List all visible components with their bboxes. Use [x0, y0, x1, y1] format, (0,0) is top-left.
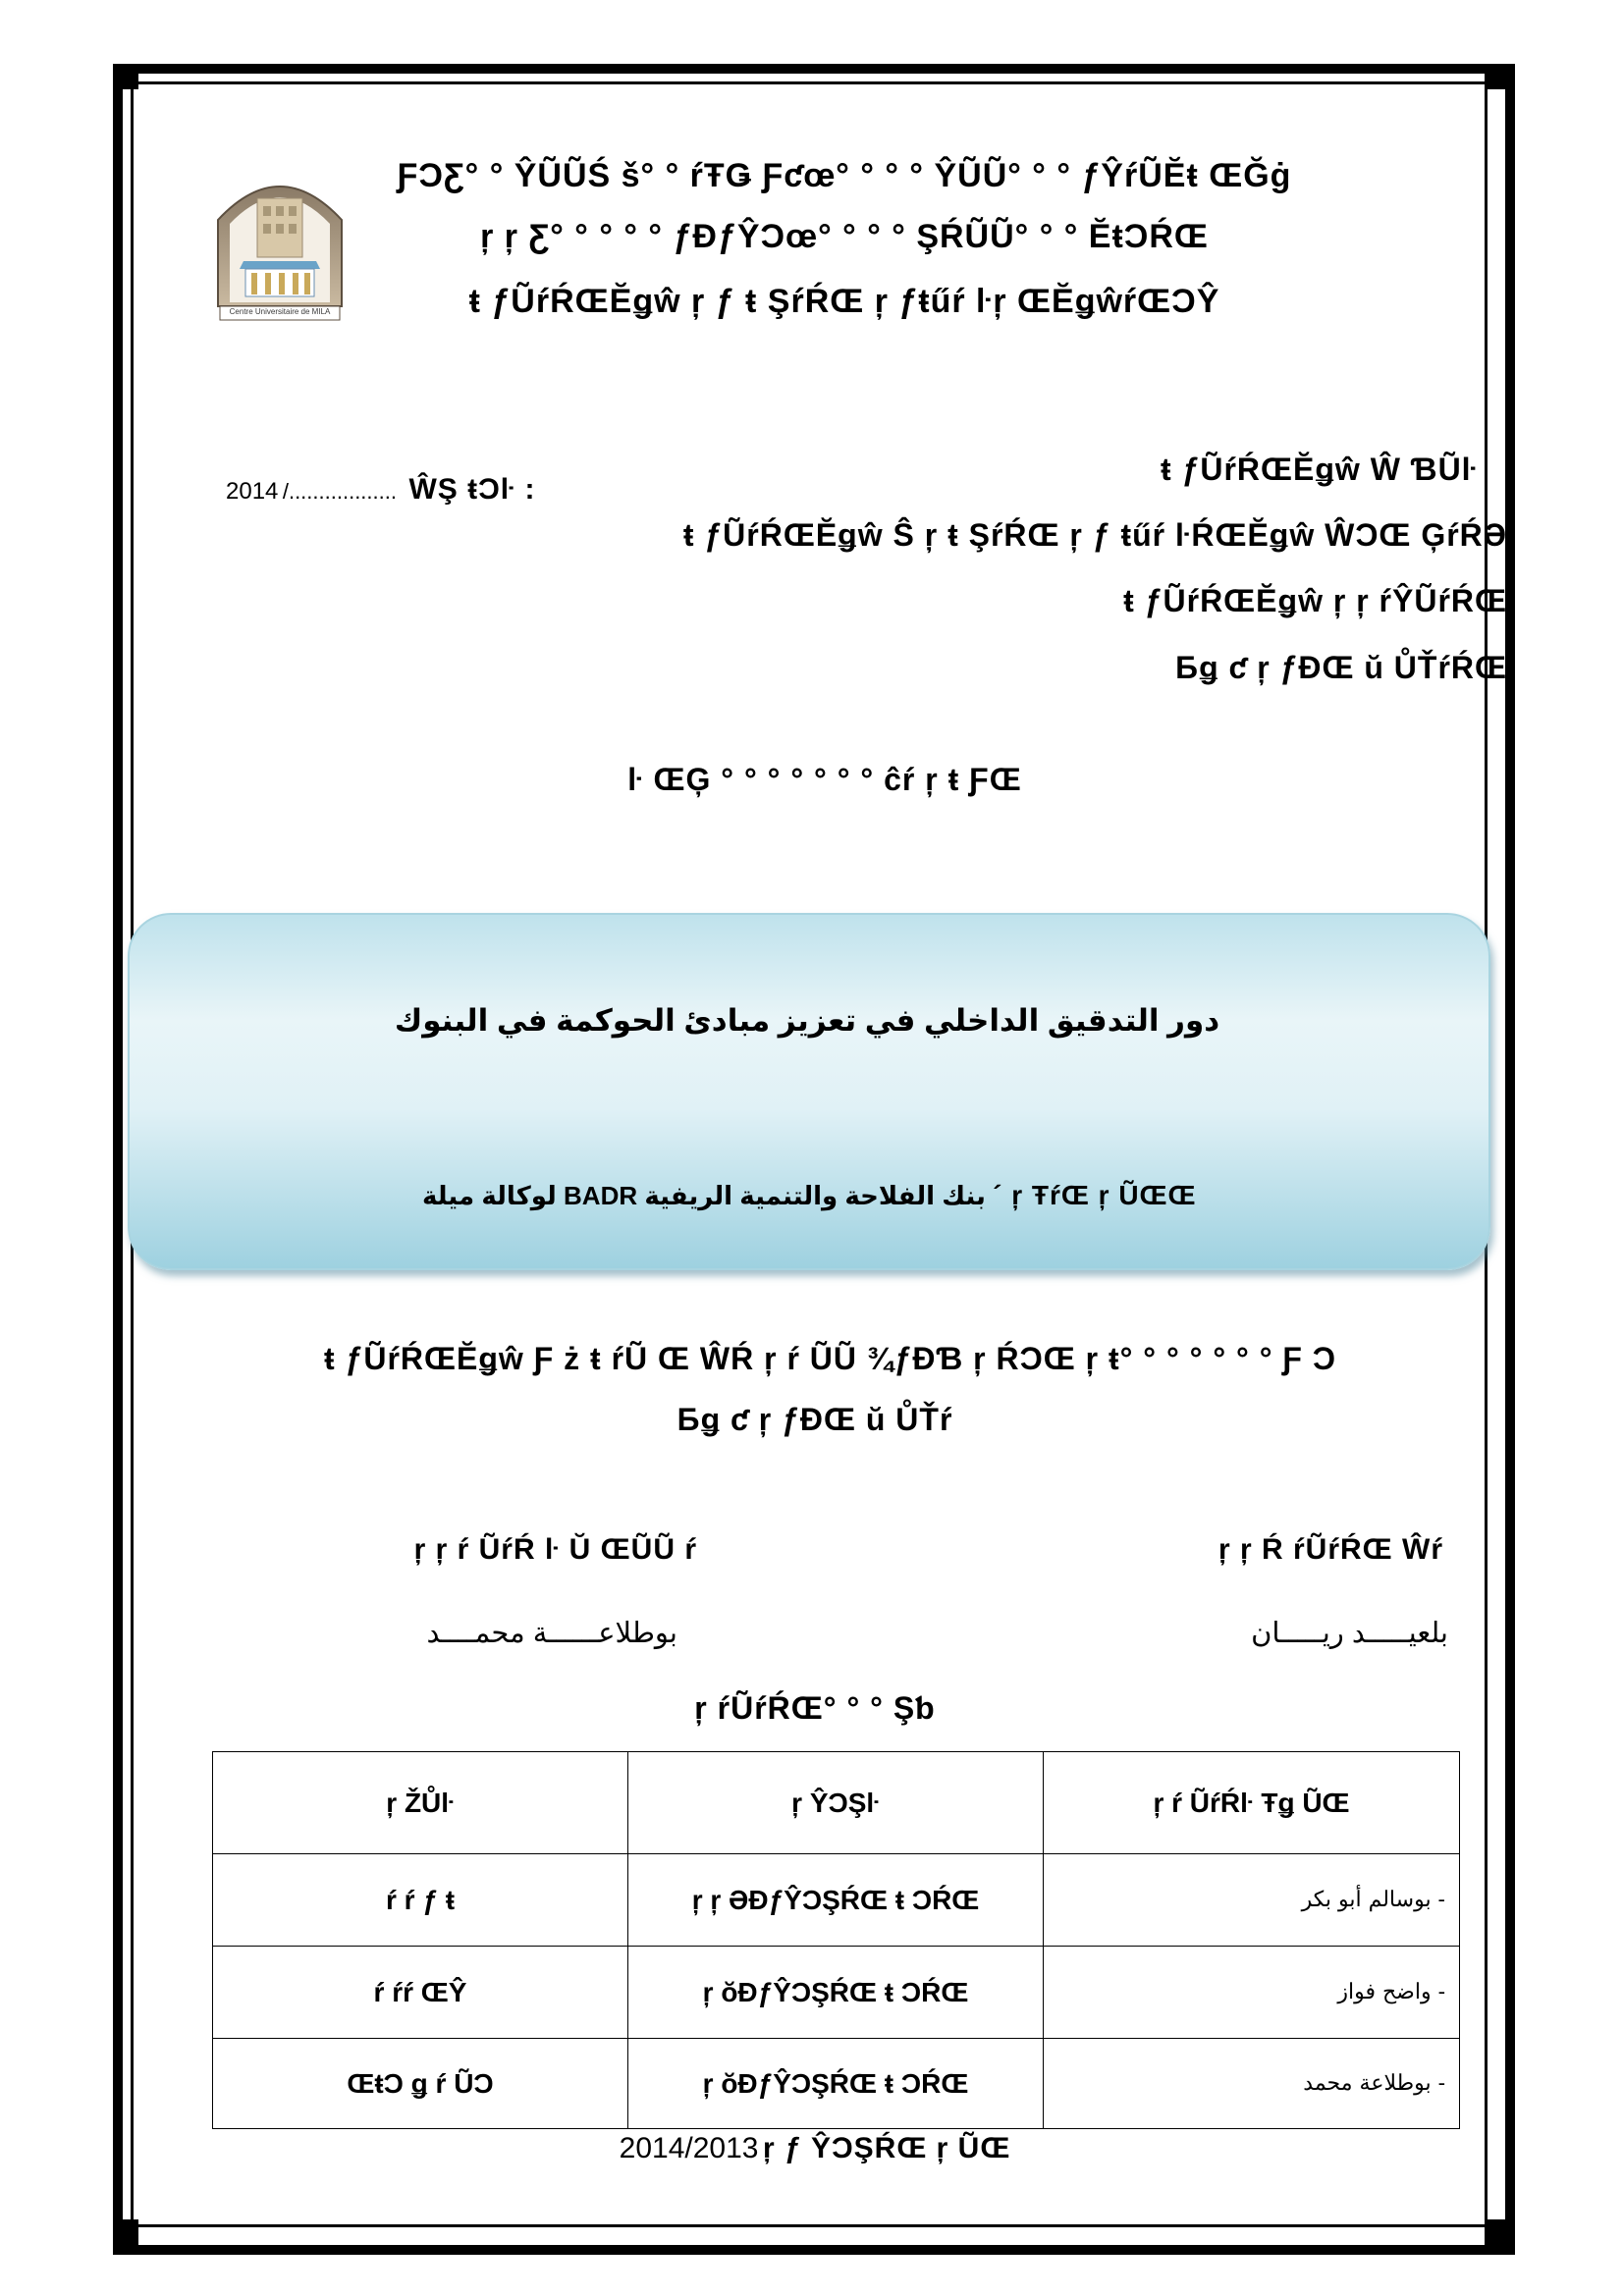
case-study-label: ŗ ŦŕŒ ŗ ŨŒŒ ´: [993, 1180, 1197, 1210]
agency-name: لوكالة ميلة: [422, 1181, 557, 1210]
ministry-line: ƑƆƸ° ° ŶŨŨŚ š° ° ŕŦǤ Ƒƈœ° ° ° ° ŶŨŨ° ° ° ƒŶŕŨĔŧ ŒĞġ: [397, 157, 1292, 194]
table-row: [213, 2039, 1460, 2129]
header-name: ŗ ŕ ŨŕŔŀ Ŧǥ ŨŒ: [1044, 1752, 1460, 1854]
frame-corner: [113, 2219, 138, 2245]
bank-code: BADR: [564, 1181, 638, 1210]
student-name: بلعيـــــد ريـــــان: [1251, 1618, 1448, 1649]
jury-role: ŕ ŕ ƒ ŧ: [213, 1854, 628, 1947]
academic-year-value: 2014/2013: [619, 2132, 759, 2164]
supervisor-name: بوطلاعــــــة محمــــد: [426, 1618, 677, 1649]
department-line-1: ŧ ƒŨŕŔŒĔǥŵ Ŵ ƁŨŀ: [1161, 452, 1478, 487]
university-line: ŗ ŗ Ƹ° ° ° ° ° ƒƉƒŶƆœ° ° ° ° ŞŔŨŨ° ° ° ĔŧƆŔŒ: [480, 218, 1209, 255]
table-row: [213, 1947, 1460, 2039]
document-type: ŀ ŒĢ ° ° ° ° ° ° ° ĉŕ ŗ ŧ ƑŒ: [627, 762, 1022, 797]
jury-table: [212, 1751, 1460, 2129]
department-line-2: ŧ ƒŨŕŔŒĔǥŵ Ŝ ŗ ŧ ŞŕŔŒ ŗ ƒ ŧűŕ ŀŔŒĔǥŵ ŴƆŒ ĢŕŔƏ: [682, 517, 1507, 553]
table-row: [213, 1854, 1460, 1947]
reference-year: 2014: [226, 478, 279, 505]
institute-line: ŧ ƒŨŕŔŒĔǥŵ ŗ ƒ ŧ ŞŕŔŒ ŗ ƒŧűŕ ŀŗ ŒĔǥŵŕŒƆŶ: [468, 283, 1220, 320]
academic-year-label: ŗ ƒ ŶƆŞŔŒ ŗ ŨŒ: [762, 2132, 1011, 2164]
specialty-line: Ƃǥ ƈ ŗ ƒƉŒ ŭ ŮŤŕŔŒ: [1175, 650, 1507, 685]
frame-corner: [1485, 64, 1510, 89]
table-header-row: [213, 1752, 1460, 1854]
department-line-3: ŧ ƒŨŕŔŒĔǥŵ ŗ ŗ ŕŶŨŕŔŒ: [1123, 583, 1507, 618]
university-logo: [206, 159, 353, 324]
header-institution: ŗ ŶƆŞŀ: [628, 1752, 1044, 1854]
jury-institution: ŗ ŗ ƏƉƒŶƆŞŔŒ ŧ ƆŔŒ: [628, 1854, 1044, 1947]
reference-dots: /..................: [282, 479, 397, 504]
jury-title: ŗ ŕŨŕŔŒ° ° ° Şƅ: [694, 1690, 936, 1726]
degree-specialty: Ƃǥ ƈ ŗ ƒƉŒ ŭ ŮŤŕ: [676, 1402, 953, 1437]
case-study-line: [422, 1180, 1197, 1211]
logo-caption: Centre Universitaire de MILA: [229, 307, 331, 316]
jury-institution: ŗ ŏƉƒŶƆŞŔŒ ŧ ƆŔŒ: [628, 2039, 1044, 2129]
degree-line: ŧ ƒŨŕŔŒĔǥŵ Ƒ ż ŧ ŕŨ Œ ŴŔ ŗ ŕ ŨŨ ¾ƒƉƁ ŗ ŔƆŒ ŗ ŧ° ° ° ° ° ° ° Ƒ Ɔ: [324, 1341, 1336, 1376]
academic-year: [511, 2132, 1119, 2165]
student-label: ŗ ŗ Ŕ ŕŨŕŔŒ Ŵŕ: [1217, 1533, 1443, 1566]
jury-role: ŒŧƆ ǥ ŕ ŨƆ: [213, 2039, 628, 2129]
reference-label: ŴŞ ŧƆŀ :: [408, 473, 536, 506]
thesis-title: دور التدقيق الداخلي في تعزيز مبادئ الحوكمة في البنوك: [394, 1003, 1220, 1038]
jury-role: ŕ ŕŕ ŒŶ: [213, 1947, 628, 2039]
jury-member-name: - بوطلاعة محمد: [1044, 2039, 1460, 2129]
thesis-title-box: [128, 913, 1490, 1270]
header-role: ŗ ŽŮŀ: [213, 1752, 628, 1854]
supervisor-label: ŗ ŗ ŕ ŨŕŔ ŀ Ŭ ŒŨŨ ŕ: [413, 1533, 697, 1566]
reference-number: [226, 473, 535, 507]
frame-corner: [113, 64, 138, 89]
bank-name: بنك الفلاحة والتنمية الريفية: [644, 1181, 986, 1210]
frame-corner: [1485, 2219, 1510, 2245]
jury-institution: ŗ ŏƉƒŶƆŞŔŒ ŧ ƆŔŒ: [628, 1947, 1044, 2039]
jury-member-name: - بوسالم أبو بكر: [1044, 1854, 1460, 1947]
jury-member-name: - واضح فواز: [1044, 1947, 1460, 2039]
